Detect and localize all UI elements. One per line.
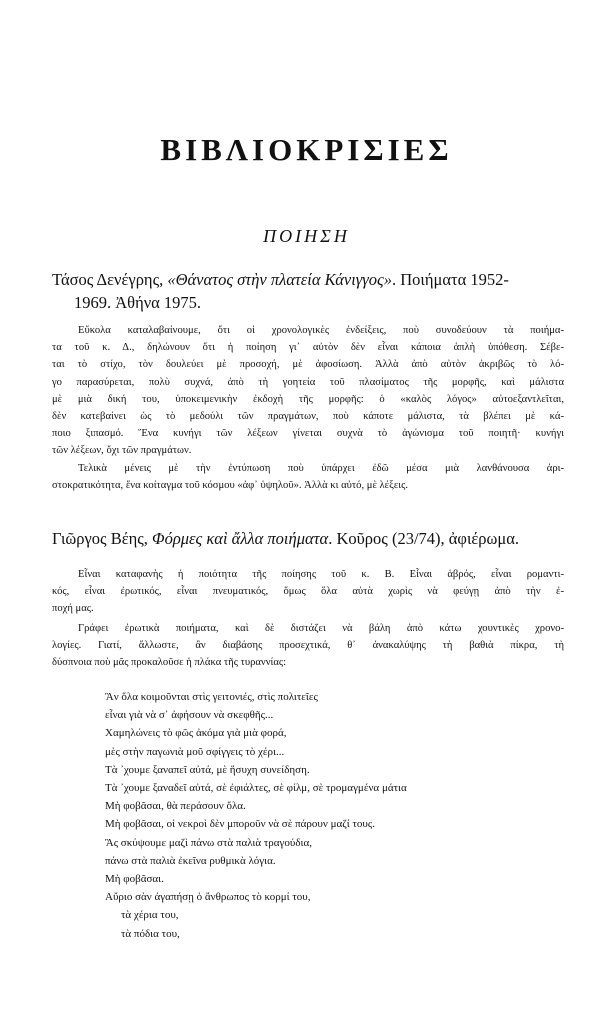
poem-line: τὰ χέρια του, <box>121 909 179 922</box>
book-entry-2-title: Φόρμες καὶ ἄλλα ποιήματα <box>152 529 329 548</box>
text-line: δὲν κατεβαίνει ὡς τὸ μεδούλι τῶν πραγμάτων, ποὺ κάποτε μάλιστα, τὰ βλέπει μὲ κά- <box>52 411 564 423</box>
book-entry-1-author: Τάσος Δενέγρης, <box>52 270 168 289</box>
text-line: στοκρατικότητα, ἕνα κοίταγμα τοῦ κόσμου «ἀφ᾽ ὑψηλοῦ». Ἀλλὰ κι αὐτό, μὲ λέξεις. <box>52 480 408 492</box>
text-line: Εὔκολα καταλαβαίνουμε, ὅτι οἱ χρονολογικὲς ἐνδείξεις, ποὺ συνοδεύουν τὰ ποιήμα- <box>78 325 564 336</box>
poem-line: πάνω στὰ παλιὰ ἐκεῖνα ρυθμικὰ λόγια. <box>105 854 276 867</box>
poem-quote <box>105 688 525 943</box>
poem-line: Μὴ φοβᾶσαι, οἱ νεκροὶ δὲν μποροῦν νὰ σὲ πάρουν μαζί τους. <box>105 818 375 831</box>
text-line: Γράφει ἐρωτικὰ ποιήματα, καὶ δὲ διστάζει νὰ βάλη ἀπὸ κάτω χουντικὲς χρονο- <box>78 623 564 634</box>
text-line: μὲ μιὰ δική του, ὑποκειμενικὴν ἐκδοχὴ τῆς μορφῆς: ὁ «καλὸς λόγος» αὐτοεξαντλεῖται, <box>52 393 564 405</box>
book-entry-1 <box>52 268 572 314</box>
text-line: τῶν λέξεων, ὄχι τῶν πραγμάτων. <box>52 445 192 457</box>
text-line: κός, εἶναι ἐρωτικός, εἶναι πνευματικός, ὅμως ὅλα αὐτὰ χωρὶς νὰ φεύγῃ ἀπὸ τὴν ἐ- <box>52 586 564 598</box>
poem-line: Μὴ φοβᾶσαι, θὰ περάσουν ὅλα. <box>105 800 246 813</box>
book-entry-2-details: . Κοῦρος (23/74), ἀφιέρωμα. <box>328 529 520 548</box>
poem-line: Μὴ φοβᾶσαι. <box>105 873 164 886</box>
text-line: τα τοῦ κ. Δ., δηλώνουν ὅτι ἡ ποίηση γι᾽ αὐτὸν δὲν εἶναι κάποια ἁπλὴ ὑπόθεση. Σέβε- <box>52 342 564 354</box>
review-1-paragraph-1 <box>52 322 564 460</box>
poem-line: Ἂν ὅλα κοιμοῦνται στὶς γειτονιές, στὶς πολιτεῖες <box>105 691 318 703</box>
poem-line: Χαμηλώνεις τὸ φῶς ἀκόμα γιὰ μιὰ φορά, <box>105 727 287 740</box>
text-line: ποιο ξιπασμό. Ἕνα κυνήγι τῶν λέξεων γίνεται συχνὰ τὸ ἀγώνισμα τοῦ ποιητῆ· κυνήγι <box>52 428 564 440</box>
book-entry-1-title: «Θάνατος στὴν πλατεία Κάνιγγος» <box>167 270 392 289</box>
review-2-paragraph-1 <box>52 566 564 618</box>
text-line: ποχή μας. <box>52 603 94 615</box>
poem-line: Τὰ ᾽χουμε ξαναδεῖ αὐτά, σὲ ἐφιάλτες, σὲ φίλμ, σὲ τρομαγμένα μάτια <box>105 782 407 795</box>
book-entry-2 <box>52 527 572 550</box>
text-line: λογίες. Γιατί, ἄλλωστε, ἂν διαβάσης προσεχτικά, θ᾽ ἀνακαλύψης τὴ βαθιὰ πίκρα, τὴ <box>52 640 564 652</box>
text-line: δύσπνοια ποὺ μᾶς προκαλοῦσε ἡ πλάκα τῆς τυραννίας: <box>52 657 287 669</box>
book-entry-2-author: Γιῶργος Βέης, <box>52 529 153 548</box>
review-2-paragraph-2 <box>52 620 564 672</box>
book-entry-1-details: . Ποιήματα 1952- <box>391 270 509 289</box>
poem-line: Αὔριο σὰν ἀγαπήσῃ ὁ ἄνθρωπος τὸ κορμί του, <box>105 891 311 904</box>
poem-line: μὲς στὴν παγωνιὰ μοῦ σφίγγεις τὸ χέρι... <box>105 745 285 758</box>
section-title: ΠΟΙΗΣΗ <box>263 226 350 246</box>
text-line: Εἶναι καταφανὴς ἡ ποιότητα τῆς ποίησης τοῦ κ. Β. Εἶναι ἁβρός, εἶναι ρομαντι- <box>78 569 564 580</box>
text-line: γο παρασύρεται, πολὺ συχνά, ἀπὸ τὴ γοητεία τοῦ πλασίματος τῆς μορφῆς, καὶ μάλιστα <box>52 376 564 388</box>
poem-line: εἶναι γιὰ νὰ σ᾽ ἀφήσουν νὰ σκεφθῆς... <box>105 709 274 722</box>
poem-line: Ἂς σκύψουμε μαζὶ πάνω στὰ παλιὰ τραγούδια, <box>105 836 313 849</box>
book-entry-1-line2: 1969. Ἀθήνα 1975. <box>74 293 202 312</box>
text-line: Τελικὰ μένεις μὲ τὴν ἐντύπωση ποὺ ὑπάρχει ἐδῶ μέσα μιὰ λανθάνουσα ἀρι- <box>78 463 564 474</box>
review-1-paragraph-2 <box>52 460 564 494</box>
page-heading: ΒΙΒΛΙΟΚΡΙΣΙΕΣ <box>160 132 453 167</box>
poem-line: τὰ πόδια του, <box>121 927 180 940</box>
book-entry-1-line1 <box>52 268 572 291</box>
text-line: ται τὸ στίχο, τὸν δουλεύει μὲ προσοχή, μὲ ἀφοσίωση. Ἀλλὰ ἀπὸ αὐτὸν ἀκριβῶς τὸ λό- <box>52 359 564 371</box>
poem-line: Τὰ ᾽χουμε ξαναπεῖ αὐτά, μὲ ἥσυχη συνείδηση. <box>105 763 310 776</box>
